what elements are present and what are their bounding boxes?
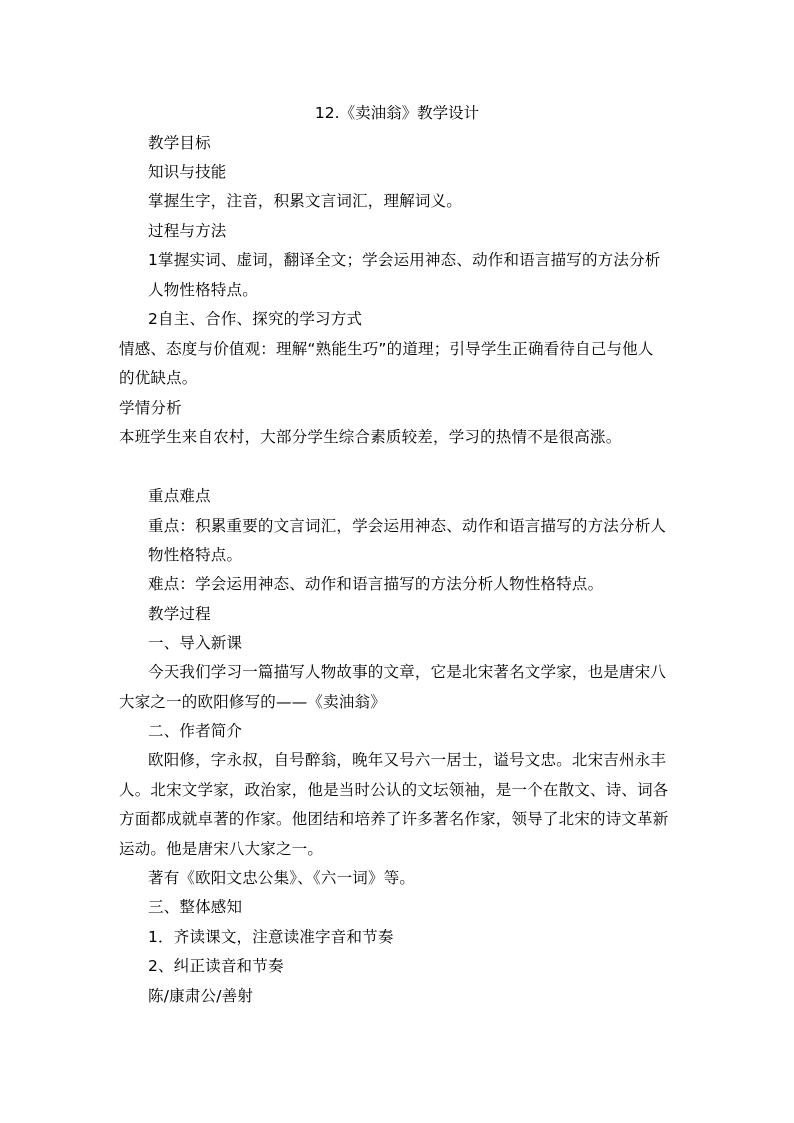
paragraph-learner-analysis: 本班学生来自农村，大部分学生综合素质较差，学习的热情不是很高涨。 xyxy=(119,428,622,446)
heading-introduction: 一、导入新课 xyxy=(148,634,243,652)
paragraph-introduction-cont: 大家之一的欧阳修写的——《卖油翁》 xyxy=(119,693,386,711)
heading-author-intro: 二、作者简介 xyxy=(148,722,243,740)
subheading-process-methods: 过程与方法 xyxy=(148,222,227,240)
paragraph-emotion-values: 情感、态度与价值观：理解“熟能生巧”的道理；引导学生正确看待自己与他人 xyxy=(119,340,654,358)
example-rhythm: 陈/康肃公/善射 xyxy=(148,987,254,1005)
document-title: 12.《卖油翁》教学设计 xyxy=(314,104,480,122)
paragraph-difficult-points: 难点：学会运用神态、动作和语言描写的方法分析人物性格特点。 xyxy=(148,575,604,593)
heading-teaching-process: 教学过程 xyxy=(148,605,211,623)
heading-overall-perception: 三、整体感知 xyxy=(148,898,243,916)
heading-learner-analysis: 学情分析 xyxy=(119,399,182,417)
paragraph-emotion-values-cont: 的优缺点。 xyxy=(119,369,198,387)
paragraph-author-intro-4: 运动。他是唐宋八大家之一。 xyxy=(119,840,324,858)
paragraph-key-points: 重点：积累重要的文言词汇，学会运用神态、动作和语言描写的方法分析人 xyxy=(148,517,667,535)
paragraph-knowledge-skills: 掌握生字，注音，积累文言词汇，理解词义。 xyxy=(148,192,463,210)
paragraph-introduction: 今天我们学习一篇描写人物故事的文章，它是北宋著名文学家，也是唐宋八 xyxy=(148,663,667,681)
heading-teaching-objectives: 教学目标 xyxy=(148,134,211,152)
paragraph-author-intro-2: 人。北宋文学家，政治家，他是当时公认的文坛领袖，是一个在散文、诗、词各 xyxy=(119,781,669,799)
subheading-knowledge-skills: 知识与技能 xyxy=(148,163,227,181)
list-item-read-aloud: 1．齐读课文，注意读准字音和节奏 xyxy=(148,928,394,946)
heading-key-difficult-points: 重点难点 xyxy=(148,487,211,505)
paragraph-author-works: 著有《欧阳文忠公集》、《六一词》等。 xyxy=(148,869,416,887)
paragraph-author-intro-1: 欧阳修，字永叔，自号醉翁，晚年又号六一居士，谥号文忠。北宋吉州永丰 xyxy=(148,751,667,769)
paragraph-process-methods-2: 2自主、合作、探究的学习方式 xyxy=(148,310,363,328)
list-item-correct-pronunciation: 2、纠正读音和节奏 xyxy=(148,957,284,975)
paragraph-author-intro-3: 方面都成就卓著的作家。他团结和培养了许多著名作家，领导了北宋的诗文革新 xyxy=(119,810,669,828)
paragraph-process-methods-1-cont: 人物性格特点。 xyxy=(148,281,258,299)
paragraph-key-points-cont: 物性格特点。 xyxy=(148,546,243,564)
paragraph-process-methods-1: 1掌握实词、虚词，翻译全文；学会运用神态、动作和语言描写的方法分析 xyxy=(148,251,661,269)
